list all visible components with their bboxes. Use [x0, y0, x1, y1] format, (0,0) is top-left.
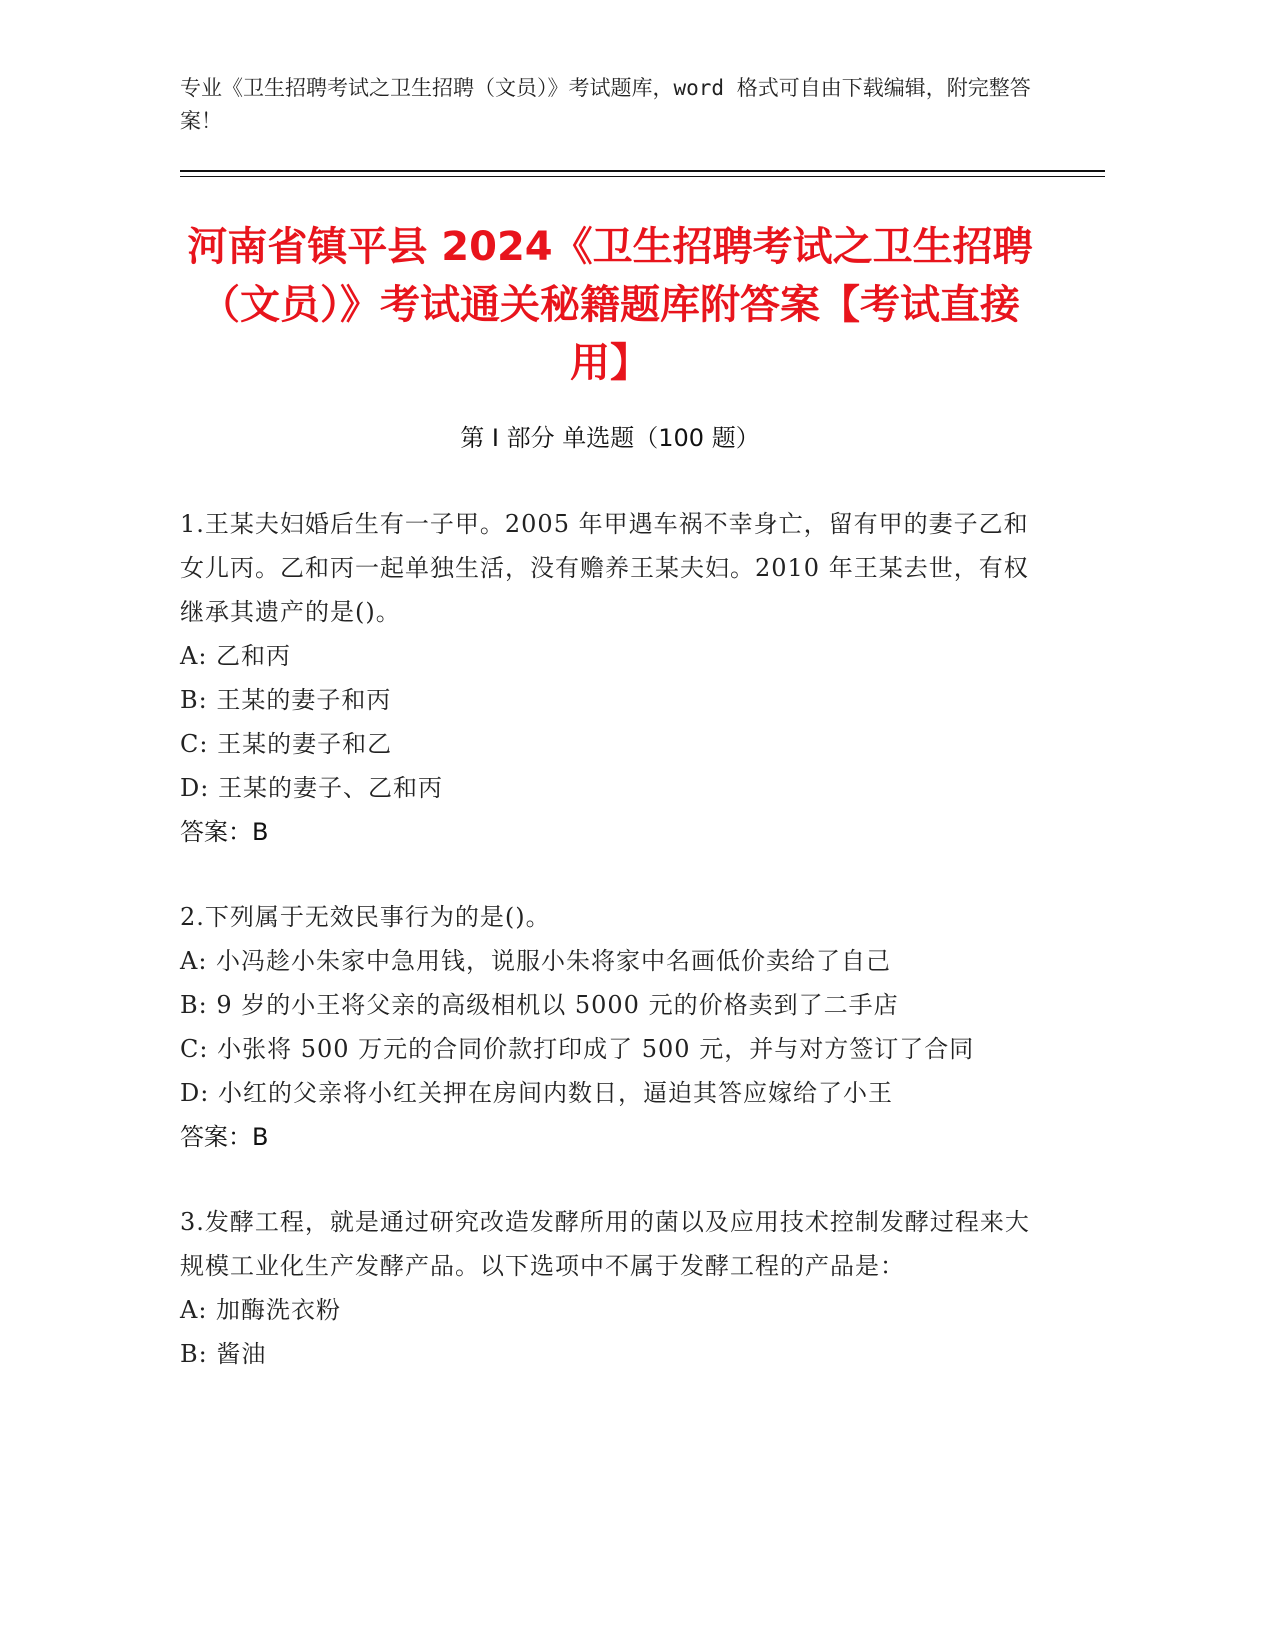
- document-title: 河南省镇平县 2024《卫生招聘考试之卫生招聘（文员）》考试通关秘籍题库附答案【考试直接用】: [187, 224, 1033, 386]
- option-c: C: 小张将 500 万元的合同价款打印成了 500 元，并与对方签订了合同: [180, 1035, 975, 1063]
- option-b: B: 9 岁的小王将父亲的高级相机以 5000 元的价格卖到了二手店: [180, 991, 899, 1019]
- option-d: D: 王某的妻子、乙和丙: [180, 774, 443, 802]
- answer: 答案：B: [180, 818, 269, 846]
- question-stem: 2.下列属于无效民事行为的是()。: [180, 903, 551, 931]
- option-a: A: 乙和丙: [180, 642, 292, 670]
- question-1: [180, 502, 1040, 854]
- question-stem: 1.王某夫妇婚后生有一子甲。2005 年甲遇车祸不幸身亡，留有甲的妻子乙和女儿丙。乙和丙一起单独生活，没有赡养王某夫妇。2010 年王某去世，有权继承其遗产的是()。: [180, 510, 1029, 626]
- question-3: [180, 1200, 1040, 1376]
- question-stem: 3.发酵工程，就是通过研究改造发酵所用的菌以及应用技术控制发酵过程来大规模工业化生产发酵产品。以下选项中不属于发酵工程的产品是：: [180, 1208, 1030, 1280]
- answer: 答案：B: [180, 1123, 269, 1151]
- option-c: C: 王某的妻子和乙: [180, 730, 393, 758]
- option-b: B: 酱油: [180, 1340, 267, 1368]
- option-b: B: 王某的妻子和丙: [180, 686, 392, 714]
- header-divider-thin: [180, 176, 1105, 177]
- header-note: 专业《卫生招聘考试之卫生招聘（文员）》考试题库，word 格式可自由下载编辑，附完整答案！: [180, 76, 1031, 133]
- header-divider: [180, 170, 1105, 172]
- section-heading: 第 I 部分 单选题（100 题）: [460, 424, 760, 452]
- option-a: A: 小冯趁小朱家中急用钱，说服小朱将家中名画低价卖给了自己: [180, 947, 892, 975]
- option-d: D: 小红的父亲将小红关押在房间内数日，逼迫其答应嫁给了小王: [180, 1079, 893, 1107]
- question-2: [180, 895, 1040, 1159]
- option-a: A: 加酶洗衣粉: [180, 1296, 342, 1324]
